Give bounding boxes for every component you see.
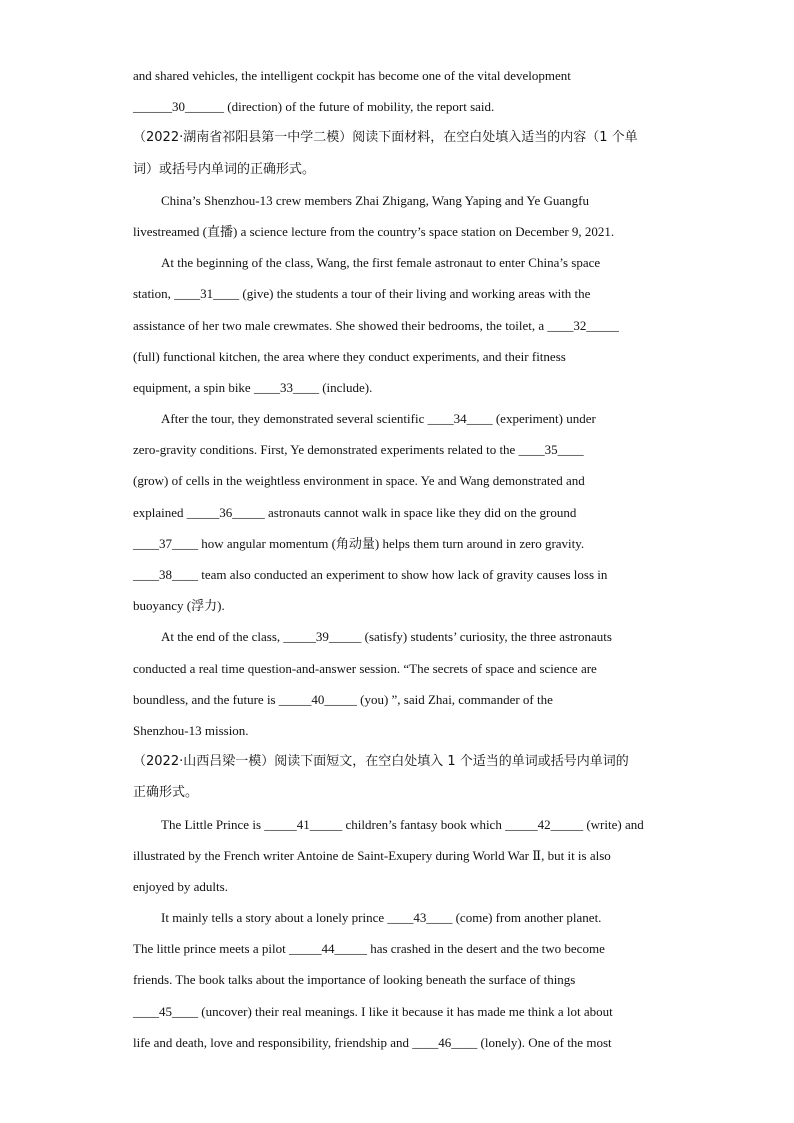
- text-line: （2022·湖南省祁阳县第一中学二模）阅读下面材料，在空白处填入适当的内容（1 个单: [133, 130, 638, 146]
- text-line: and shared vehicles, the intelligent cockpit has become one of the vital development: [133, 68, 571, 83]
- document-page: [133, 60, 663, 1058]
- text-line: enjoyed by adults.: [133, 878, 228, 894]
- text-line: (grow) of cells in the weightless environment in space. Ye and Wang demonstrated and: [133, 473, 585, 489]
- text-line: ____38____ team also conducted an experiment to show how lack of gravity causes loss in: [133, 567, 608, 582]
- text-line: life and death, love and responsibility, friendship and ____46____ (lonely). One of the most: [133, 1034, 612, 1050]
- text-line: At the beginning of the class, Wang, the first female astronaut to enter China’s space: [161, 255, 601, 271]
- text-line: explained _____36_____ astronauts cannot walk in space like they did on the ground: [133, 504, 577, 520]
- text-line: buoyancy (浮力).: [133, 598, 225, 614]
- text-line: ______30______ (direction) of the future of mobility, the report said.: [133, 99, 495, 115]
- text-line: After the tour, they demonstrated several scientific ____34____ (experiment) under: [161, 411, 596, 427]
- text-line: China’s Shenzhou-13 crew members Zhai Zhigang, Wang Yaping and Ye Guangfu: [161, 192, 590, 208]
- text-line: The little prince meets a pilot _____44_____ has crashed in the desert and the two become: [133, 941, 605, 957]
- text-line: Shenzhou-13 mission.: [133, 722, 249, 738]
- text-line: livestreamed (直播) a science lecture from the country’s space station on December 9, 2021.: [133, 223, 615, 239]
- text-line: ____45____ (uncover) their real meanings. I like it because it has made me think a lot about: [133, 1003, 613, 1019]
- text-line: friends. The book talks about the importance of looking beneath the surface of things: [133, 972, 576, 988]
- text-line: assistance of her two male crewmates. She showed their bedrooms, the toilet, a ____32_____: [133, 317, 619, 333]
- text-line: 正确形式。: [133, 785, 199, 801]
- text-line: equipment, a spin bike ____33____ (include).: [133, 379, 373, 395]
- text-line: conducted a real time question-and-answer session. “The secrets of space and science are: [133, 660, 597, 676]
- text-line: At the end of the class, _____39_____ (satisfy) students’ curiosity, the three astronauts: [161, 629, 612, 645]
- text-line: boundless, and the future is _____40_____ (you) ”, said Zhai, commander of the: [133, 691, 553, 707]
- text-line: station, ____31____ (give) the students a tour of their living and working areas with the: [133, 286, 591, 302]
- text-line: （2022·山西吕梁一模）阅读下面短文，在空白处填入 1 个适当的单词或括号内单词的: [133, 754, 629, 770]
- text-line: It mainly tells a story about a lonely prince ____43____ (come) from another planet.: [161, 910, 602, 926]
- text-line: The Little Prince is _____41_____ children’s fantasy book which _____42_____ (write) and: [161, 816, 644, 832]
- text-line: ____37____ how angular momentum (角动量) helps them turn around in zero gravity.: [133, 535, 585, 551]
- text-line: zero-gravity conditions. First, Ye demonstrated experiments related to the ____35____: [133, 442, 584, 458]
- text-line: 词）或括号内单词的正确形式。: [133, 161, 316, 177]
- text-line: illustrated by the French writer Antoine de Saint-Exupery during World War Ⅱ, but it is also: [133, 847, 611, 863]
- text-line: (full) functional kitchen, the area where they conduct experiments, and their fitness: [133, 348, 566, 364]
